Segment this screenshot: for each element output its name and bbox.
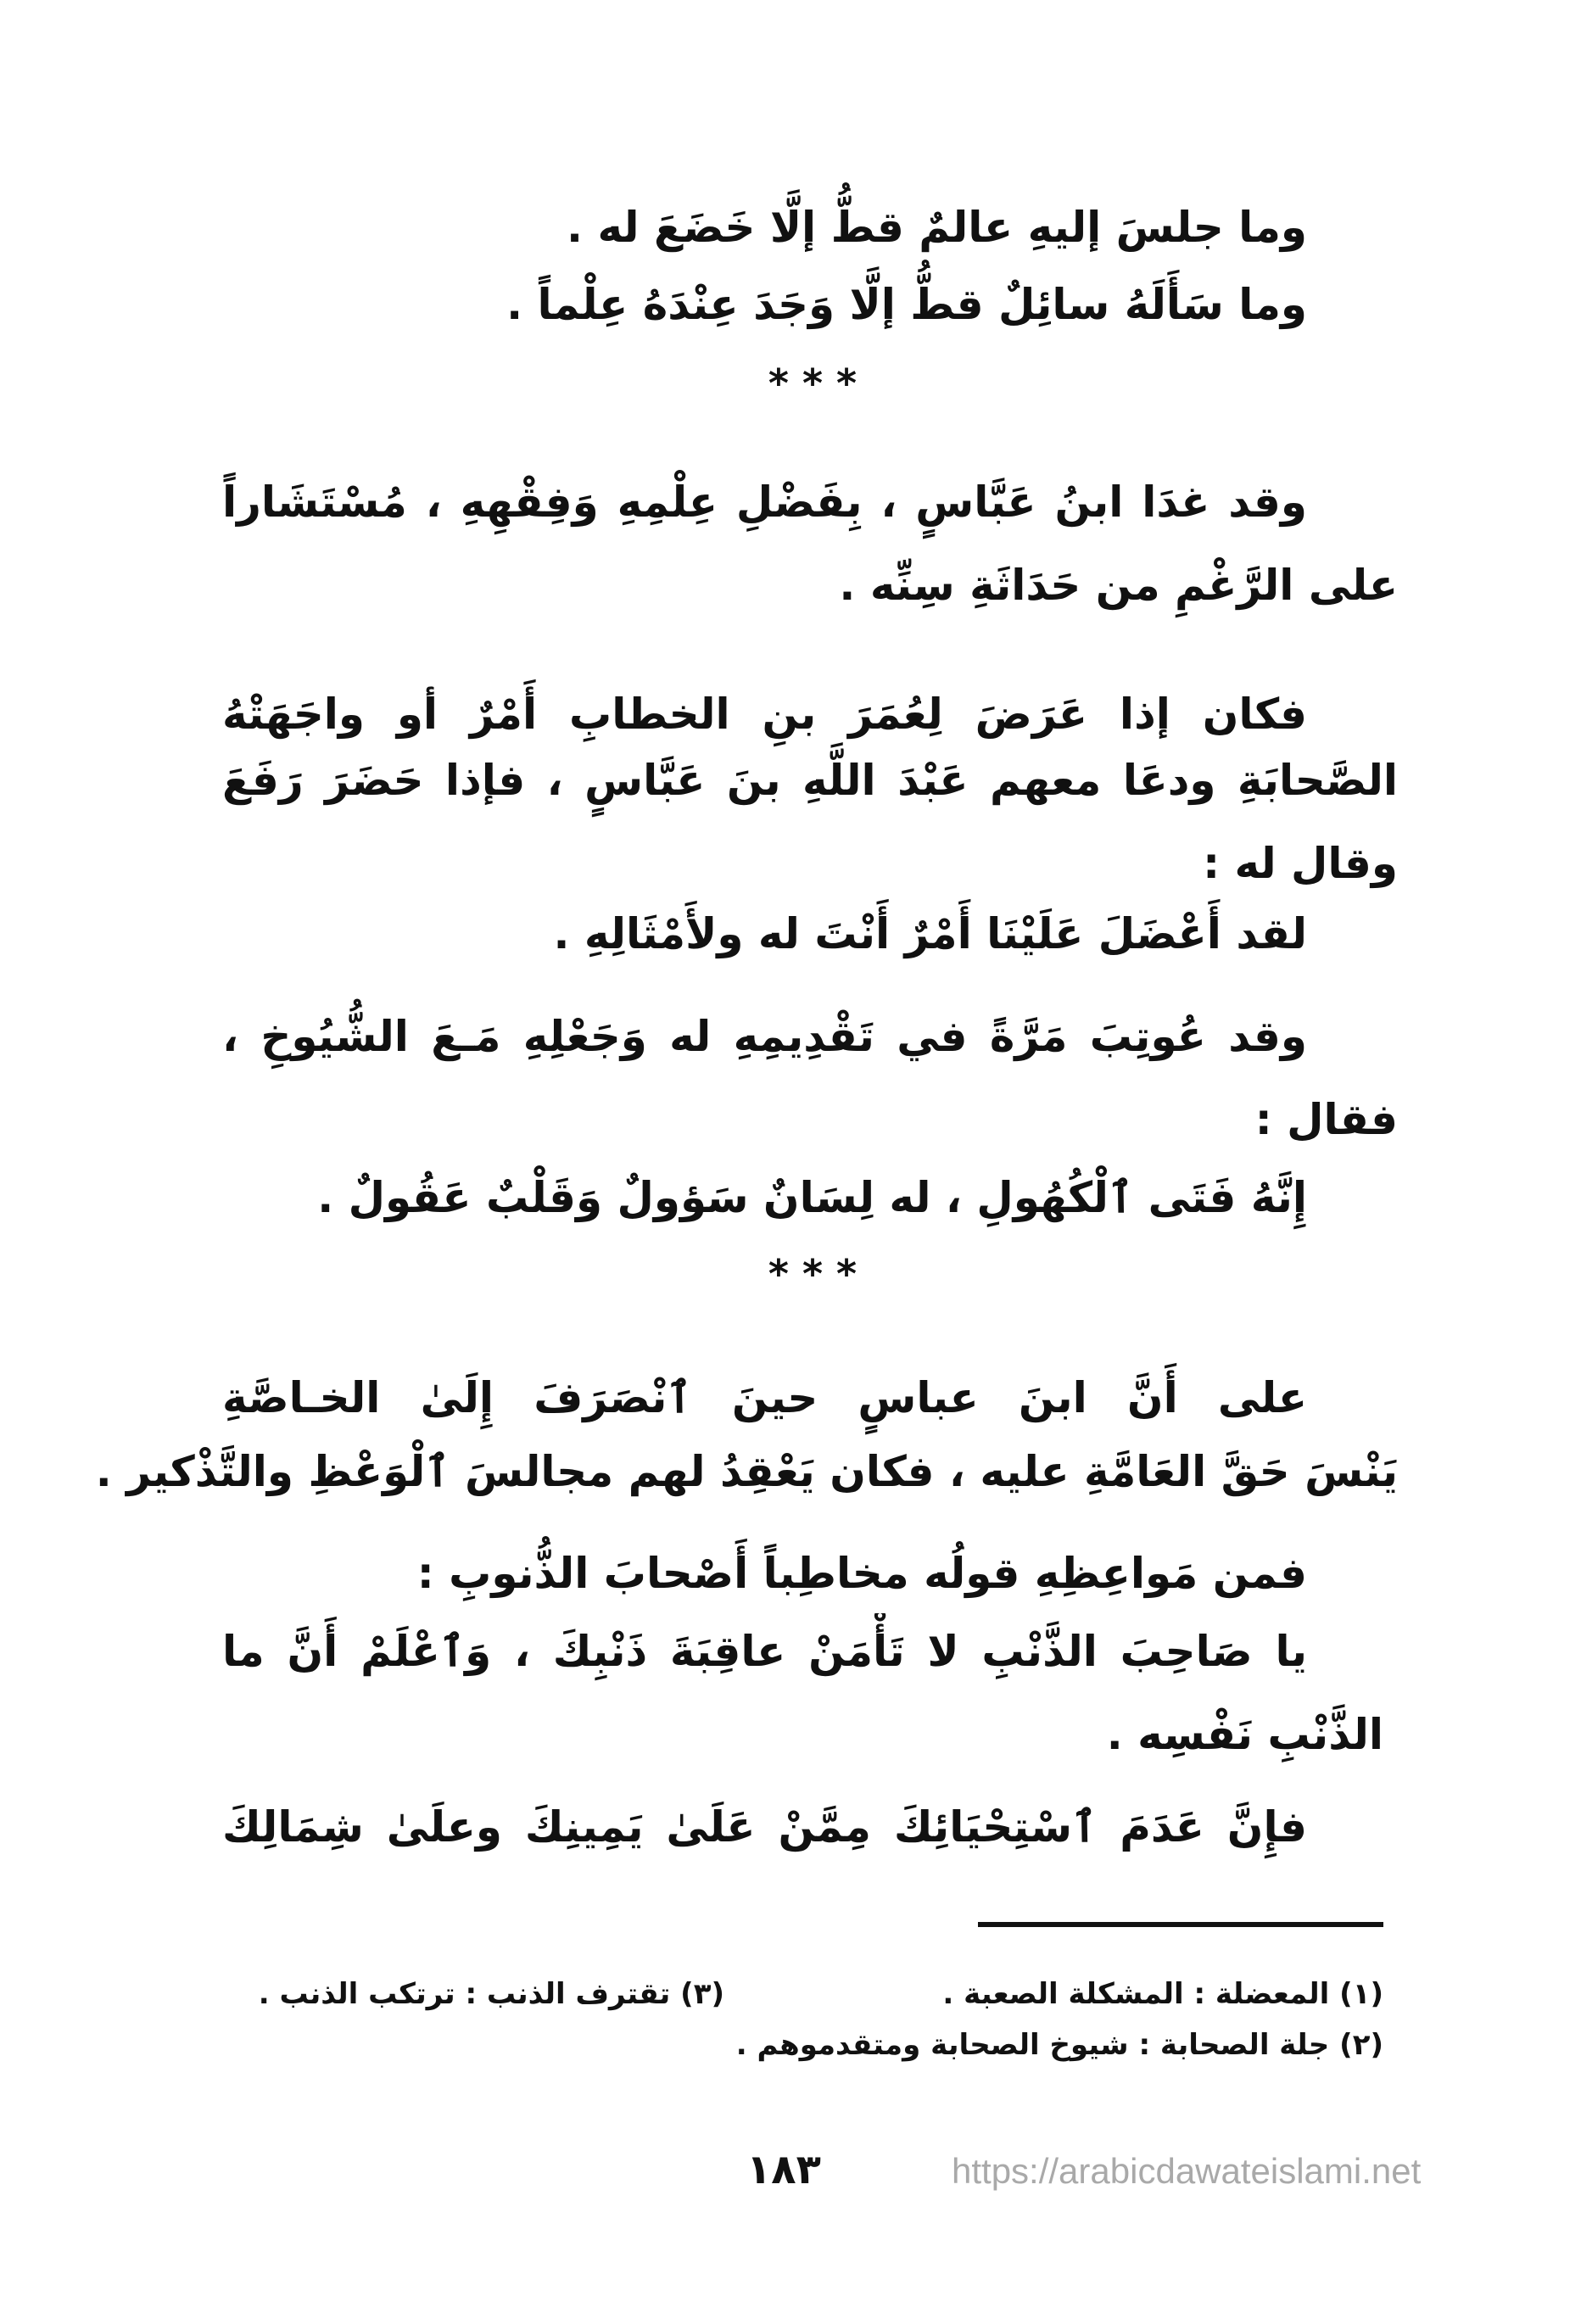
text-line: إِنَّهُ فَتَى ٱلْكُهُولِ ، له لِسَانٌ سَؤولٌ وَقَلْبٌ عَقُولٌ .: [317, 1173, 1307, 1222]
text-line: وقد غدَا ابنُ عَبَّاسٍ ، بِفَضْلِ عِلْمِهِ وَفِقْهِهِ ، مُسْتَشَاراً: [222, 478, 1307, 527]
footnote-3: (٣) تقترف الذنب : ترتكب الذنب .: [258, 1977, 724, 2011]
text-line: وما سَأَلَهُ سائِلٌ قطُّ إلَّا وَجَدَ عِنْدَهُ عِلْماً .: [506, 280, 1307, 329]
watermark-url: https://arabicdawateislami.net: [952, 2151, 1422, 2191]
footnote-divider: [978, 1922, 1383, 1927]
page-number: ١٨٣: [746, 2146, 821, 2193]
footnote-1: (١) المعضلة : المشكلة الصعبة .: [942, 1977, 1383, 2011]
text-line: وقال له :: [1203, 839, 1398, 888]
text-line: على أَنَّ ابنَ عباسٍ حينَ ٱنْصَرَفَ إِلَىٰ الخـاصَّةِ: [222, 1373, 1307, 1422]
section-separator: * * *: [768, 1251, 858, 1297]
text-line: على الرَّغْمِ من حَدَاثَةِ سِنِّه .: [839, 561, 1398, 610]
text-line: فمن مَواعِظِهِ قولُه مخاطِباً أَصْحابَ الذُّنوبِ :: [416, 1549, 1307, 1598]
text-line: الذَّنْبِ نَفْسِه .: [1106, 1710, 1383, 1759]
text-line: وما جلسَ إليهِ عالمٌ قطُّ إلَّا خَضَعَ له .: [567, 203, 1307, 252]
text-line: يَنْسَ حَقَّ العَامَّةِ عليه ، فكان يَعْقِدُ لهم مجالسَ ٱلْوَعْظِ والتَّذْكير .: [95, 1447, 1398, 1496]
text-line: فكان إذا عَرَضَ لِعُمَرَ بنِ الخطابِ أَمْرٌ أو واجَهَتْهُ: [222, 690, 1307, 739]
section-separator: * * *: [768, 360, 858, 406]
text-line: وقد عُوتِبَ مَرَّةً في تَقْدِيمِهِ له وَجَعْلِهِ مَـعَ الشُّيُوخِ ،: [222, 1012, 1307, 1061]
footnote-2: (٢) جلة الصحابة : شيوخ الصحابة ومتقدموهم .: [735, 2028, 1383, 2062]
text-line: يا صَاحِبَ الذَّنْبِ لا تَأْمَنْ عاقِبَةَ ذَنْبِكَ ، وَٱعْلَمْ أَنَّ ما: [222, 1627, 1307, 1676]
text-line: الصَّحابَةِ ودعَا معهم عَبْدَ اللَّهِ بنَ عَبَّاسٍ ، فإذا حَضَرَ رَفَعَ: [222, 756, 1398, 805]
text-line: لقد أَعْضَلَ عَلَيْنَا أَمْرٌ أَنْتَ له ولأَمْثَالِهِ .: [553, 909, 1307, 958]
text-line: فإِنَّ عَدَمَ ٱسْتِحْيَائِكَ مِمَّنْ عَلَىٰ يَمِينِكَ وعلَىٰ شِمَالِكَ: [222, 1802, 1307, 1852]
text-line: فقال :: [1254, 1095, 1398, 1144]
